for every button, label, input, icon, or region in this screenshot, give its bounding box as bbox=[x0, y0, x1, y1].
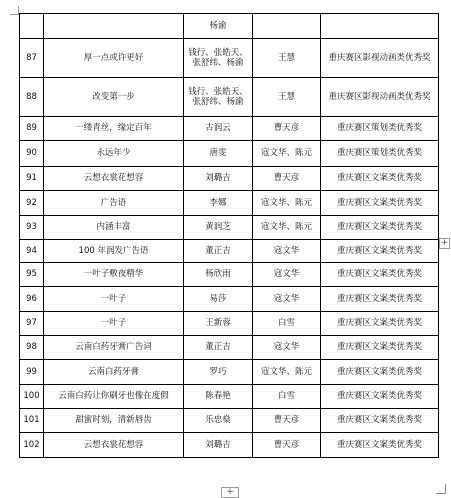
authors-cell[interactable]: 董正吉 bbox=[184, 240, 253, 263]
row-number-cell[interactable]: 100 bbox=[20, 385, 44, 409]
advisor-cell[interactable]: 寇文华 bbox=[253, 336, 321, 360]
advisor-cell[interactable]: 曹天彦 bbox=[253, 409, 321, 433]
row-number-cell[interactable]: 89 bbox=[20, 117, 44, 141]
table-row bbox=[20, 167, 439, 191]
table-row bbox=[20, 39, 439, 78]
award-cell[interactable]: 重庆赛区文案类优秀奖 bbox=[321, 312, 439, 336]
advisor-cell[interactable]: 白雪 bbox=[253, 385, 321, 409]
table-row bbox=[20, 191, 439, 216]
advisor-cell[interactable]: 寇文华 bbox=[253, 240, 321, 263]
authors-cell[interactable]: 罗巧 bbox=[184, 360, 253, 385]
row-number-cell[interactable]: 92 bbox=[20, 191, 44, 216]
work-title-cell[interactable]: 厚一点或许更好 bbox=[44, 39, 184, 78]
table-row bbox=[20, 14, 439, 39]
authors-cell[interactable]: 古润云 bbox=[184, 117, 253, 141]
table-row bbox=[20, 409, 439, 433]
advisor-cell[interactable]: 曹天彦 bbox=[253, 433, 321, 458]
work-title-cell[interactable]: 内涵丰富 bbox=[44, 216, 184, 240]
table-row bbox=[20, 141, 439, 167]
award-cell[interactable]: 重庆赛区文案类优秀奖 bbox=[321, 240, 439, 263]
row-number-cell[interactable]: 102 bbox=[20, 433, 44, 458]
award-cell[interactable]: 重庆赛区文案类优秀奖 bbox=[321, 191, 439, 216]
row-number-cell[interactable]: 94 bbox=[20, 240, 44, 263]
awards-table bbox=[19, 13, 439, 458]
row-number-cell[interactable]: 88 bbox=[20, 78, 44, 117]
advisor-cell[interactable]: 寇文华、陈元 bbox=[253, 191, 321, 216]
row-number-cell[interactable]: 90 bbox=[20, 141, 44, 167]
page-corner-marker bbox=[10, 6, 19, 15]
row-number-cell[interactable]: 97 bbox=[20, 312, 44, 336]
work-title-cell[interactable]: 100 年润发广告语 bbox=[44, 240, 184, 263]
authors-cell[interactable]: 易莎 bbox=[184, 287, 253, 312]
work-title-cell[interactable]: 云南白药牙膏广告词 bbox=[44, 336, 184, 360]
authors-cell[interactable]: 李娜 bbox=[184, 191, 253, 216]
award-cell[interactable]: 重庆赛区影视动画类优秀奖 bbox=[321, 78, 439, 117]
authors-cell[interactable]: 乐忠燊 bbox=[184, 409, 253, 433]
advisor-cell[interactable]: 白雪 bbox=[253, 312, 321, 336]
authors-cell[interactable]: 刘璐吉 bbox=[184, 433, 253, 458]
advisor-cell[interactable]: 寇文华 bbox=[253, 263, 321, 287]
work-title-cell[interactable]: 云南白药牙膏 bbox=[44, 360, 184, 385]
authors-cell[interactable]: 杨欣雨 bbox=[184, 263, 253, 287]
advisor-cell[interactable] bbox=[253, 14, 321, 39]
authors-cell[interactable]: 唐雯 bbox=[184, 141, 253, 167]
work-title-cell[interactable]: 一叶子敷夜精华 bbox=[44, 263, 184, 287]
add-row-button[interactable]: + bbox=[221, 487, 239, 498]
award-cell[interactable]: 重庆赛区文案类优秀奖 bbox=[321, 360, 439, 385]
row-number-cell[interactable]: 87 bbox=[20, 39, 44, 78]
table-row bbox=[20, 117, 439, 141]
award-cell[interactable]: 重庆赛区文案类优秀奖 bbox=[321, 409, 439, 433]
row-number-cell[interactable]: 91 bbox=[20, 167, 44, 191]
award-cell[interactable]: 重庆赛区文案类优秀奖 bbox=[321, 385, 439, 409]
work-title-cell[interactable]: 永远年少 bbox=[44, 141, 184, 167]
award-cell[interactable]: 重庆赛区文案类优秀奖 bbox=[321, 216, 439, 240]
advisor-cell[interactable]: 曹天彦 bbox=[253, 117, 321, 141]
work-title-cell[interactable]: 一叶子 bbox=[44, 312, 184, 336]
award-cell[interactable]: 重庆赛区文案类优秀奖 bbox=[321, 167, 439, 191]
row-number-cell[interactable] bbox=[20, 14, 44, 39]
table-row bbox=[20, 240, 439, 263]
advisor-cell[interactable]: 寇文华、陈元 bbox=[253, 141, 321, 167]
work-title-cell[interactable]: 广告语 bbox=[44, 191, 184, 216]
work-title-cell[interactable]: 改变第一步 bbox=[44, 78, 184, 117]
authors-cell[interactable]: 钱行、张皓天、张舒纬、杨渝 bbox=[184, 39, 253, 78]
advisor-cell[interactable]: 王慧 bbox=[253, 39, 321, 78]
row-number-cell[interactable]: 93 bbox=[20, 216, 44, 240]
award-cell[interactable]: 重庆赛区文案类优秀奖 bbox=[321, 433, 439, 458]
table-row bbox=[20, 312, 439, 336]
table-row bbox=[20, 216, 439, 240]
work-title-cell[interactable]: 甜蜜时刻，清新唇齿 bbox=[44, 409, 184, 433]
authors-cell[interactable]: 董正吉 bbox=[184, 336, 253, 360]
award-cell[interactable]: 重庆赛区策划类优秀奖 bbox=[321, 117, 439, 141]
table-row bbox=[20, 360, 439, 385]
authors-cell[interactable]: 杨渝 bbox=[184, 14, 253, 39]
work-title-cell[interactable]: 一叶子 bbox=[44, 287, 184, 312]
work-title-cell[interactable]: 一缕青丝，缘定百年 bbox=[44, 117, 184, 141]
advisor-cell[interactable]: 寇文华、陈元 bbox=[253, 216, 321, 240]
work-title-cell[interactable]: 云想衣裳花想容 bbox=[44, 433, 184, 458]
advisor-cell[interactable]: 寇文华 bbox=[253, 287, 321, 312]
work-title-cell[interactable]: 云南白药让你刷牙也像在度假 bbox=[44, 385, 184, 409]
award-cell[interactable]: 重庆赛区文案类优秀奖 bbox=[321, 263, 439, 287]
awards-table-body bbox=[20, 14, 439, 458]
award-cell[interactable]: 重庆赛区文案类优秀奖 bbox=[321, 287, 439, 312]
table-row bbox=[20, 336, 439, 360]
row-number-cell[interactable]: 98 bbox=[20, 336, 44, 360]
table-row bbox=[20, 263, 439, 287]
table-resize-handle[interactable] bbox=[436, 484, 446, 494]
row-number-cell[interactable]: 95 bbox=[20, 263, 44, 287]
award-cell[interactable]: 重庆赛区影视动画类优秀奖 bbox=[321, 39, 439, 78]
work-title-cell[interactable]: 云想衣裳花想容 bbox=[44, 167, 184, 191]
authors-cell[interactable]: 王新蓉 bbox=[184, 312, 253, 336]
row-number-cell[interactable]: 101 bbox=[20, 409, 44, 433]
authors-cell[interactable]: 刘璐吉 bbox=[184, 167, 253, 191]
table-row bbox=[20, 433, 439, 458]
authors-cell[interactable]: 陈春艳 bbox=[184, 385, 253, 409]
advisor-cell[interactable]: 曹天彦 bbox=[253, 167, 321, 191]
award-cell[interactable]: 重庆赛区文案类优秀奖 bbox=[321, 336, 439, 360]
award-cell[interactable]: 重庆赛区策划类优秀奖 bbox=[321, 141, 439, 167]
work-title-cell[interactable] bbox=[44, 14, 184, 39]
authors-cell[interactable]: 钱行、张皓天、张舒纬、杨渝 bbox=[184, 78, 253, 117]
row-number-cell[interactable]: 99 bbox=[20, 360, 44, 385]
authors-cell[interactable]: 黄润芝 bbox=[184, 216, 253, 240]
table-row bbox=[20, 287, 439, 312]
table-row bbox=[20, 385, 439, 409]
advisor-cell[interactable]: 王慧 bbox=[253, 78, 321, 117]
award-cell[interactable] bbox=[321, 14, 439, 39]
advisor-cell[interactable]: 寇文华、陈元 bbox=[253, 360, 321, 385]
add-column-button[interactable]: + bbox=[440, 238, 449, 248]
table-row bbox=[20, 78, 439, 117]
row-number-cell[interactable]: 96 bbox=[20, 287, 44, 312]
